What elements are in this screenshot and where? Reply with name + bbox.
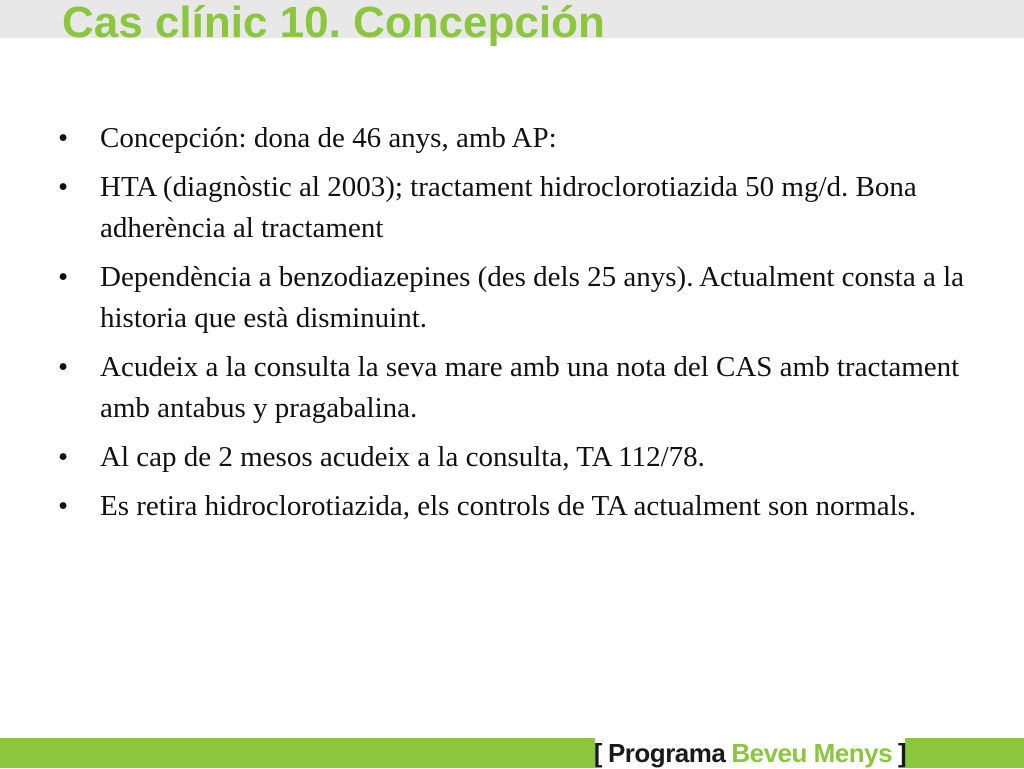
bullet-item	[58, 347, 968, 429]
bullet-list	[58, 118, 968, 535]
bullet-icon: •	[58, 171, 69, 203]
bullet-item	[58, 118, 968, 159]
bullet-text: Acudeix a la consulta la seva mare amb una nota del CAS amb tractament amb antabus y pragabalina.	[100, 351, 960, 424]
bullet-text: Es retira hidroclorotiazida, els controls de TA actualment son normals.	[100, 490, 917, 522]
footer-bracket-open: [	[593, 737, 602, 768]
bullet-item	[58, 167, 968, 249]
bullet-item	[58, 486, 968, 527]
bullet-text: Dependència a benzodiazepines (des dels 25 anys). Actualment consta a la historia que està disminuint.	[100, 261, 965, 334]
bullet-item	[58, 257, 968, 339]
bullet-icon: •	[58, 261, 69, 293]
footer-word-programa: Programa	[607, 737, 726, 768]
bullet-text: HTA (diagnòstic al 2003); tractament hidroclorotiazida 50 mg/d. Bona adherència al tractament	[100, 171, 917, 244]
bullet-icon: •	[58, 490, 69, 522]
bullet-text: Concepción: dona de 46 anys, amb AP:	[100, 122, 557, 154]
slide-title: Cas clínic 10. Concepción	[62, 0, 605, 47]
bullet-text: Al cap de 2 mesos acudeix a la consulta, TA 112/78.	[100, 441, 705, 473]
bullet-icon: •	[58, 122, 69, 154]
bullet-icon: •	[58, 441, 69, 473]
footer-logo	[595, 738, 905, 768]
bullet-item	[58, 437, 968, 478]
bullet-icon: •	[58, 351, 69, 383]
footer-bracket-close: ]	[898, 737, 907, 768]
footer-word-beveu-menys: Beveu Menys	[731, 737, 893, 768]
